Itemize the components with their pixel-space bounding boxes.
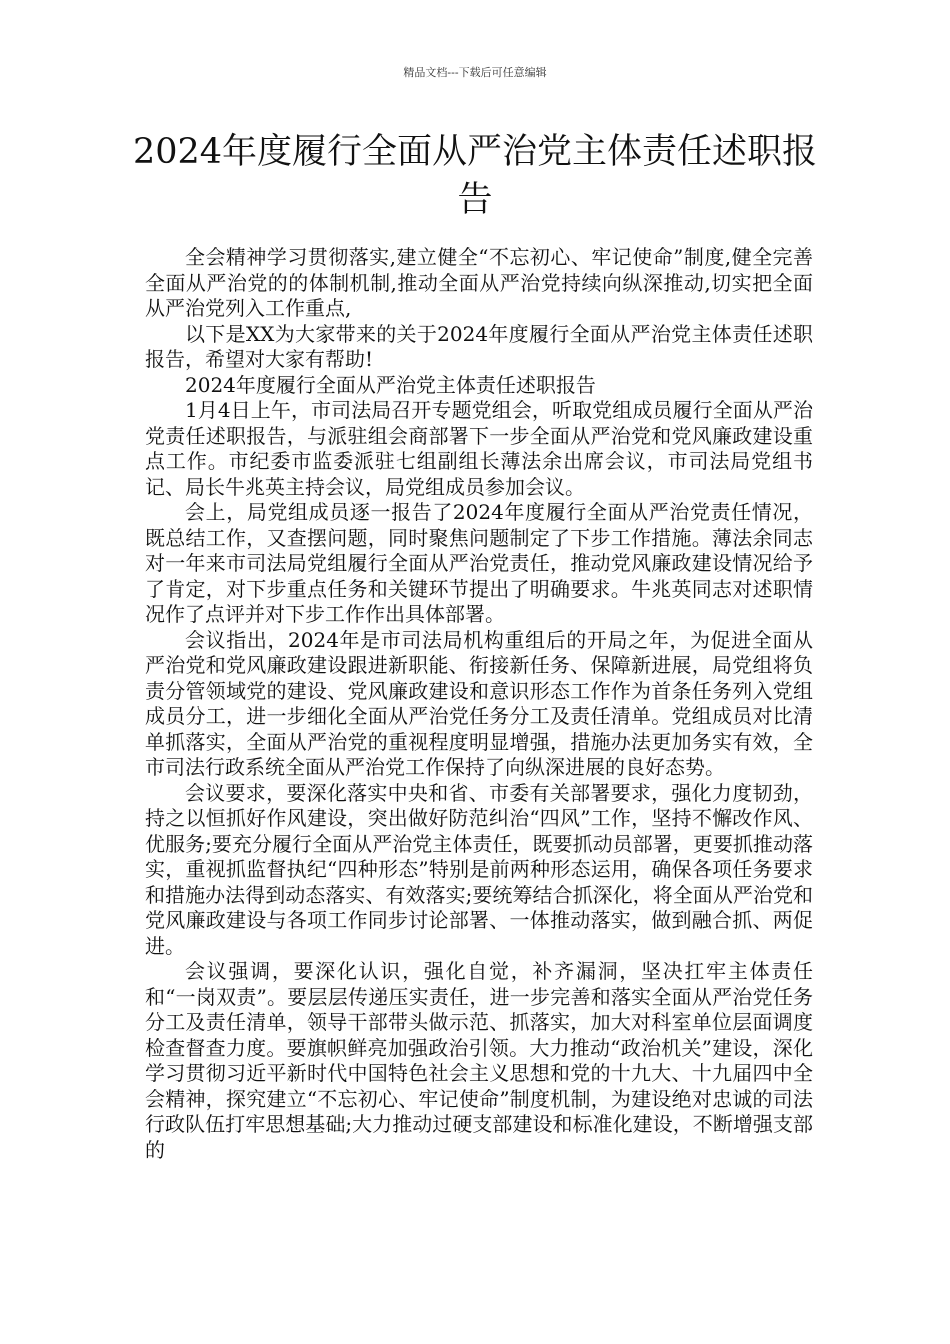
body-paragraph: 会上，局党组成员逐一报告了2024年度履行全面从严治党责任情况，既总结工作，又查摆问题，同时聚焦问题制定了下步工作措施。薄法余同志对一年来市司法局党组履行全面从严治党责任，推动党风廉政建设情况给予了肯定，对下步重点任务和关键环节提出了明确要求。牛兆英同志对述职情况作了点评并对下步工作作出具体部署。 (145, 500, 813, 626)
body-paragraph: 会议强调，要深化认识，强化自觉，补齐漏洞，坚决扛牢主体责任和“一岗双责”。要层层传递压实责任，进一步完善和落实全面从严治党任务分工及责任清单，领导干部带头做示范、抓落实，加大对科室单位层面调度检查督查力度。要旗帜鲜亮加强政治引领。大力推动“政治机关”建设，深化学习贯彻习近平新时代中国特色社会主义思想和党的十九大、十九届四中全会精神，探究建立“不忘初心、牢记使命”制度机制，为建设绝对忠诚的司法行政队伍打牢思想基础;大力推动过硬支部建设和标准化建设，不断增强支部的 (145, 959, 813, 1162)
document-title: 2024年度履行全面从严治党主体责任述职报告 (132, 132, 818, 220)
body-paragraph: 1月4日上午，市司法局召开专题党组会，听取党组成员履行全面从严治党责任述职报告，与派驻组会商部署下一步全面从严治党和党风廉政建设重点工作。市纪委市监委派驻七组副组长薄法余出席会议，市司法局党组书记、局长牛兆英主持会议，局党组成员参加会议。 (145, 398, 813, 499)
body-paragraph: 以下是XX为大家带来的关于2024年度履行全面从严治党主体责任述职报告，希望对大家有帮助! (145, 321, 813, 371)
page-header-note: 精品文档---下载后可任意编辑 (403, 66, 547, 79)
body-paragraph: 会议要求，要深化落实中央和省、市委有关部署要求，强化力度韧劲，持之以恒抓好作风建设，突出做好防范纠治“四风”工作，坚持不懈改作风、优服务;要充分履行全面从严治党主体责任，既要抓动员部署，更要抓推动落实，重视抓监督执纪“四种形态”特别是前两种形态运用，确保各项任务要求和措施办法得到动态落实、有效落实;要统筹结合抓深化，将全面从严治党和党风廉政建设与各项工作同步讨论部署、一体推动落实，做到融合抓、两促进。 (145, 780, 813, 958)
document-body (145, 245, 813, 1163)
body-paragraph: 全会精神学习贯彻落实,建立健全“不忘初心、牢记使命”制度,健全完善全面从严治党的的体制机制,推动全面从严治党持续向纵深推动,切实把全面从严治党列入工作重点, (145, 245, 813, 320)
body-paragraph: 会议指出，2024年是市司法局机构重组后的开局之年，为促进全面从严治党和党风廉政建设跟进新职能、衔接新任务、保障新进展，局党组将负责分管领域党的建设、党风廉政建设和意识形态工作作为首条任务列入党组成员分工，进一步细化全面从严治党任务分工及责任清单。党组成员对比清单抓落实，全面从严治党的重视程度明显增强，措施办法更加务实有效，全市司法行政系统全面从严治党工作保持了向纵深进展的良好态势。 (145, 627, 813, 779)
section-heading: 2024年度履行全面从严治党主体责任述职报告 (185, 372, 596, 397)
